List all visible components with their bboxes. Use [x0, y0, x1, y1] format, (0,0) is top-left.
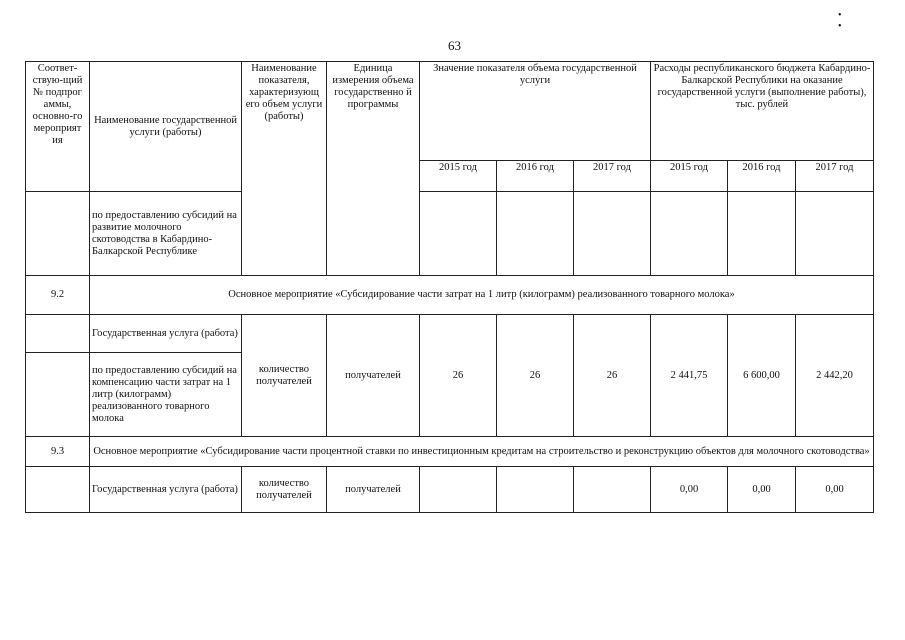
row-93-v1 — [420, 467, 497, 513]
row-92-e1: 2 441,75 — [651, 315, 728, 437]
header-indicator: Наименование показателя, характеризующ его объем услуги (работы) — [242, 62, 327, 276]
row-93-e3: 0,00 — [796, 467, 874, 513]
row-92-v1: 26 — [420, 315, 497, 437]
row-92-indicator: количество получателей — [242, 315, 327, 437]
header-num: Соответ-ствую-щий № подпрог аммы, основно-го мероприят ия — [26, 62, 90, 192]
header-unit: Единица измерения объема государственно й программы — [327, 62, 420, 276]
row-93-title: Основное мероприятие «Субсидирование части процентной ставки по инвестиционным кредитам на строительство и реконструкцию объектов для молочного скотоводства» — [90, 437, 874, 467]
cont-e3 — [796, 192, 874, 276]
row-92b-num — [26, 353, 90, 437]
row-92-title: Основное мероприятие «Субсидирование части затрат на 1 литр (килограмм) реализованного товарного молока» — [90, 276, 874, 315]
row-93a-num — [26, 467, 90, 513]
row-93-num: 9.3 — [26, 437, 90, 467]
cont-num — [26, 192, 90, 276]
row-93-unit: получателей — [327, 467, 420, 513]
row-93-e2: 0,00 — [728, 467, 796, 513]
header-expense-group: Расходы республиканского бюджета Кабардино-Балкарской Республики на оказание государственной услуги (выполнение работы), тыс. рублей — [651, 62, 874, 161]
row-92-v2: 26 — [497, 315, 574, 437]
row-93-v2 — [497, 467, 574, 513]
row-92b-name: по предоставлению субсидий на компенсацию части затрат на 1 литр (килограмм) реализованного товарного молока — [90, 353, 242, 437]
row-93-e1: 0,00 — [651, 467, 728, 513]
scan-marks: • • — [838, 10, 872, 32]
row-93-name: Государственная услуга (работа) — [90, 467, 242, 513]
cont-e2 — [728, 192, 796, 276]
cont-e1 — [651, 192, 728, 276]
row-92a-num — [26, 315, 90, 353]
exp-year-2016: 2016 год — [728, 161, 796, 192]
program-table — [25, 61, 874, 513]
row-92-e3: 2 442,20 — [796, 315, 874, 437]
exp-year-2015: 2015 год — [651, 161, 728, 192]
year-2016: 2016 год — [497, 161, 574, 192]
header-value-group: Значение показателя объема государственной услуги — [420, 62, 651, 161]
exp-year-2017: 2017 год — [796, 161, 874, 192]
row-93-indicator: количество получателей — [242, 467, 327, 513]
cont-v1 — [420, 192, 497, 276]
year-2015: 2015 год — [420, 161, 497, 192]
row-92-e2: 6 600,00 — [728, 315, 796, 437]
cont-v3 — [574, 192, 651, 276]
year-2017: 2017 год — [574, 161, 651, 192]
row-92-unit: получателей — [327, 315, 420, 437]
row-93-v3 — [574, 467, 651, 513]
row-92-v3: 26 — [574, 315, 651, 437]
page-number: 63 — [448, 38, 461, 53]
row-92-num: 9.2 — [26, 276, 90, 315]
cont-v2 — [497, 192, 574, 276]
cont-name: по предоставлению субсидий на развитие молочного скотоводства в Кабардино-Балкарской Республике — [90, 192, 242, 276]
row-92a-name: Государственная услуга (работа) — [90, 315, 242, 353]
header-name: Наименование государственной услуги (работы) — [90, 62, 242, 192]
